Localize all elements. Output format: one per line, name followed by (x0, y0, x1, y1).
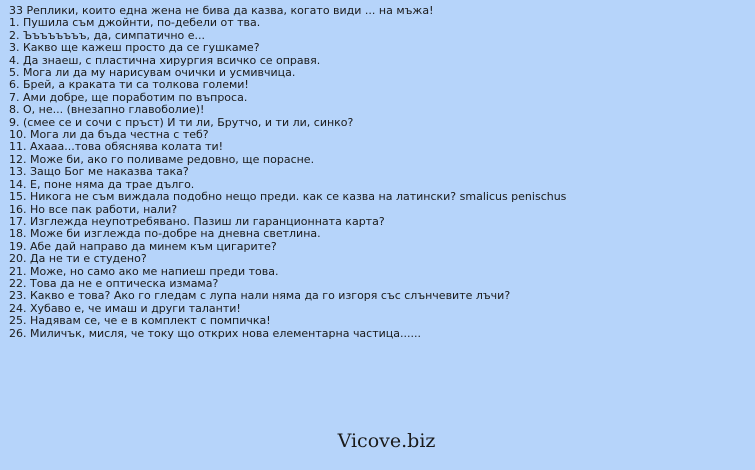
joke-line: 11. Ахааа...това обяснява колата ти! (9, 141, 224, 154)
joke-line: 13. Защо Бог ме наказва така? (9, 166, 189, 179)
joke-line: 3. Какво ще кажеш просто да се гушкаме? (9, 42, 260, 55)
joke-line: 7. Ами добре, ще поработим по въпроса. (9, 91, 248, 104)
joke-line: 1. Пушила съм джойнти, по-дебели от тва. (9, 17, 261, 30)
joke-line: 24. Хубаво е, че имаш и други таланти! (9, 302, 241, 315)
joke-line: 15. Никога не съм виждала подобно нещо преди. как се казва на латински? smalicus penischus (9, 191, 567, 204)
joke-line: 10. Мога ли да бъда честна с теб? (9, 129, 209, 142)
joke-line: 18. Може би изглежда по-добре на дневна светлина. (9, 228, 321, 241)
joke-line: 25. Надявам се, че е в комплект с помпичка! (9, 315, 271, 328)
joke-line: 17. Изглежда неупотребявано. Пазиш ли гаранционната карта? (9, 215, 385, 228)
jokes-title: 33 Реплики, които една жена не бива да казва, когато види ... на мъжа! (9, 5, 434, 17)
joke-line: 22. Това да не е оптическа измама? (9, 277, 219, 290)
joke-line: 14. Е, поне няма да трае дълго. (9, 178, 195, 191)
joke-line: 5. Мога ли да му нарисувам очички и усмивчица. (9, 67, 296, 80)
joke-line: 6. Брей, а краката ти са толкова големи! (9, 79, 249, 92)
site-watermark: Vicove.biz (337, 430, 436, 452)
joke-line: 16. Но все пак работи, нали? (9, 203, 178, 216)
joke-line: 9. (смее се и сочи с пръст) И ти ли, Брутчо, и ти ли, синко? (9, 116, 354, 129)
joke-line: 4. Да знаеш, с пластична хирургия всичко се оправя. (9, 54, 321, 67)
joke-line: 19. Абе дай направо да минем към цигарите? (9, 240, 277, 253)
joke-line: 20. Да не ти е студено? (9, 253, 147, 266)
joke-line: 23. Какво е това? Ако го гледам с лупа нали няма да го изгоря със слънчевите лъчи? (9, 290, 511, 303)
joke-line: 8. О, не... (внезапно главоболие)! (9, 104, 205, 117)
joke-line: 2. Ъъъъъъъъ, да, симпатично е... (9, 29, 206, 42)
joke-line: 26. Миличък, мисля, че току що открих нова елементарна частица...... (9, 327, 421, 340)
joke-line: 21. Може, но само ако ме напиеш преди това. (9, 265, 279, 278)
joke-line: 12. Може би, ако го поливаме редовно, ще порасне. (9, 153, 315, 166)
jokes-text (9, 5, 749, 340)
